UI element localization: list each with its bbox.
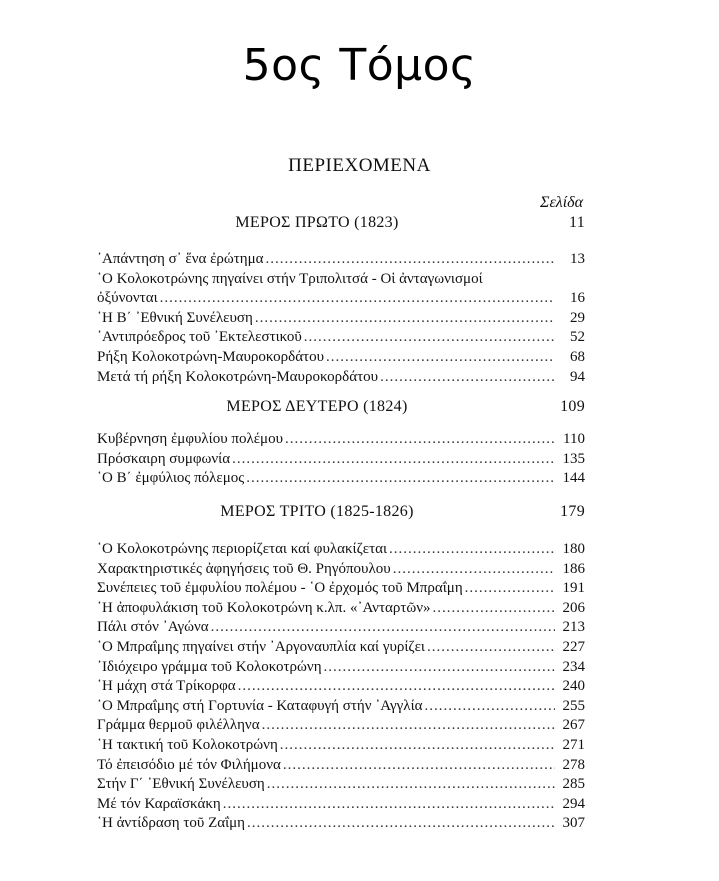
- part-heading: [97, 398, 585, 420]
- entry-page: 110: [563, 431, 585, 447]
- dot-leader: [232, 450, 555, 470]
- entry-title: ῾Η μάχη στά Τρίκορφα: [97, 678, 236, 695]
- toc-entry: [97, 348, 585, 368]
- dot-leader: [280, 736, 555, 756]
- toc-entry: [97, 697, 585, 717]
- dot-leader: [465, 579, 555, 599]
- dot-leader: [427, 638, 555, 658]
- toc-entry: [97, 618, 585, 638]
- entry-page: 13: [570, 251, 585, 267]
- dot-leader: [262, 716, 555, 736]
- entry-title: ῾Ο Κολοκοτρώνης περιορίζεται καί φυλακίζεται: [97, 541, 388, 557]
- entry-title: ᾿Απάντηση σ᾿ ἕνα ἐρώτημα: [97, 251, 264, 267]
- entry-title: ῾Η ἀντίδραση τοῦ Ζαΐμη: [97, 815, 246, 832]
- entry-page: 180: [562, 541, 585, 557]
- entry-title: Μετά τή ρήξη Κολοκοτρώνη-Μαυροκορδάτου: [97, 368, 379, 385]
- toc-entry: [97, 677, 585, 697]
- entry-title: ᾿Αντιπρόεδρος τοῦ ᾿Εκτελεστικοῦ: [97, 329, 302, 346]
- toc-entry: [97, 658, 585, 678]
- toc-entry: [97, 270, 585, 290]
- toc-entry: [97, 368, 585, 388]
- part-title: ΜΕΡΟΣ ΔΕΥΤΕΡΟ (1824): [226, 398, 408, 415]
- entry-page: 227: [562, 638, 585, 655]
- toc-section-part-1: [97, 250, 585, 387]
- part-page-number: 179: [560, 503, 585, 520]
- toc-entry: [97, 579, 585, 599]
- toc-section-part-3: [97, 540, 585, 834]
- entry-page: 234: [562, 658, 585, 675]
- toc-entry: [97, 638, 585, 658]
- toc-entry: [97, 756, 585, 776]
- entry-title: Τό ἐπεισόδιο μέ τόν Φιλήμονα: [97, 756, 281, 773]
- entry-page: 255: [562, 697, 585, 714]
- part-page-number: 11: [568, 214, 585, 231]
- toc-entry: [97, 430, 585, 450]
- entry-title: Κυβέρνηση ἐμφυλίου πολέμου: [97, 431, 284, 447]
- entry-title: Γράμμα θερμοῦ φιλέλληνα: [97, 717, 260, 734]
- dot-leader: [238, 677, 555, 697]
- dot-leader: [433, 599, 555, 619]
- toc-entry: [97, 736, 585, 756]
- entry-title: ῾Η τακτική τοῦ Κολοκοτρώνη: [97, 736, 278, 753]
- entry-title: ῾Ο Β΄ ἐμφύλιος πόλεμος: [97, 470, 245, 487]
- dot-leader: [255, 309, 555, 329]
- entry-title: ῾Η Β΄ ᾿Εθνική Συνέλευση: [97, 309, 253, 326]
- dot-leader: [324, 658, 555, 678]
- entry-page: 68: [570, 348, 585, 365]
- toc-entry: [97, 469, 585, 489]
- entry-title: ῾Ο Κολοκοτρώνης πηγαίνει στήν Τριπολιτσά - Οἱ ἀνταγωνισμοί: [97, 270, 483, 287]
- dot-leader: [393, 560, 555, 580]
- toc-entry: [97, 540, 585, 560]
- dot-leader: [267, 775, 555, 795]
- toc-entry: [97, 250, 585, 270]
- toc-entry: [97, 560, 585, 580]
- part-page-number: 109: [560, 398, 585, 415]
- entry-page: 94: [570, 368, 585, 385]
- entry-page: 278: [562, 756, 585, 773]
- dot-leader: [160, 289, 555, 309]
- dot-leader: [247, 814, 555, 834]
- entry-page: 294: [562, 795, 585, 812]
- contents-heading: ΠΕΡΙΕΧΟΜΕΝΑ: [288, 155, 431, 176]
- dot-leader: [266, 250, 555, 270]
- entry-page: 240: [562, 678, 585, 695]
- part-title: ΜΕΡΟΣ ΠΡΩΤΟ (1823): [235, 214, 399, 231]
- toc-entry: [97, 450, 585, 470]
- entry-title: Μέ τόν Καραϊσκάκη: [97, 795, 221, 812]
- dot-leader: [246, 469, 555, 489]
- entry-page: 16: [570, 290, 585, 307]
- entry-page: 52: [570, 329, 585, 346]
- entry-page: 186: [562, 560, 585, 577]
- entry-title: ῾Ο Μπραΐμης στή Γορτυνία - Καταφυγή στήν ᾿Αγγλία: [97, 697, 423, 714]
- toc-entry: [97, 716, 585, 736]
- entry-page: 307: [562, 815, 585, 832]
- volume-title: 5ος Τόμος: [242, 40, 477, 91]
- toc-entry: [97, 795, 585, 815]
- entry-title: Συνέπειες τοῦ ἐμφυλίου πολέμου - ῾Ο ἐρχομός τοῦ Μπραΐμη: [97, 580, 463, 597]
- entry-title: ῾Η ἀποφυλάκιση τοῦ Κολοκοτρώνη κ.λπ. «᾿Ανταρτῶν»: [97, 599, 431, 616]
- entry-page: 144: [562, 470, 585, 487]
- toc-entry: [97, 775, 585, 795]
- toc-section-part-2: [97, 430, 585, 489]
- entry-title: Ρήξη Κολοκοτρώνη-Μαυροκορδάτου: [97, 348, 325, 365]
- part-heading: [97, 503, 585, 525]
- entry-title: Στήν Γ΄ ᾿Εθνική Συνέλευση: [97, 776, 265, 793]
- entry-page: 135: [562, 450, 585, 467]
- toc-entry: [97, 328, 585, 348]
- entry-page: 271: [562, 736, 585, 753]
- toc-entry: [97, 599, 585, 619]
- dot-leader: [283, 756, 555, 776]
- entry-page: 213: [562, 619, 585, 636]
- entry-page: 191: [562, 580, 585, 597]
- entry-page: 285: [562, 776, 585, 793]
- toc-entry: [97, 814, 585, 834]
- entry-page: 29: [570, 309, 585, 326]
- dot-leader: [424, 697, 555, 717]
- dot-leader: [380, 368, 555, 388]
- entry-page: 206: [562, 599, 585, 616]
- dot-leader: [326, 348, 555, 368]
- entry-title: ᾿Ιδιόχειρο γράμμα τοῦ Κολοκοτρώνη: [97, 658, 322, 675]
- dot-leader: [223, 795, 555, 815]
- part-heading: [97, 214, 585, 236]
- dot-leader: [304, 328, 555, 348]
- entry-title: ῾Ο Μπραΐμης πηγαίνει στήν ᾿Αργοναυπλία καί γυρίζει: [97, 638, 425, 655]
- page-column-label: Σελίδα: [539, 194, 583, 211]
- dot-leader: [285, 430, 555, 450]
- dot-leader: [211, 618, 555, 638]
- entry-title: ὀξύνονται: [97, 290, 158, 307]
- entry-title: Πάλι στόν ᾿Αγώνα: [97, 619, 209, 636]
- entry-title: Πρόσκαιρη συμφωνία: [97, 450, 231, 467]
- entry-title: Χαρακτηριστικές ἀφηγήσεις τοῦ Θ. Ρηγόπουλου: [97, 560, 391, 577]
- part-title: ΜΕΡΟΣ ΤΡΙΤΟ (1825-1826): [220, 503, 414, 520]
- entry-page: 267: [562, 717, 585, 734]
- toc-entry: [97, 309, 585, 329]
- toc-entry: [97, 289, 585, 309]
- dot-leader: [389, 540, 555, 560]
